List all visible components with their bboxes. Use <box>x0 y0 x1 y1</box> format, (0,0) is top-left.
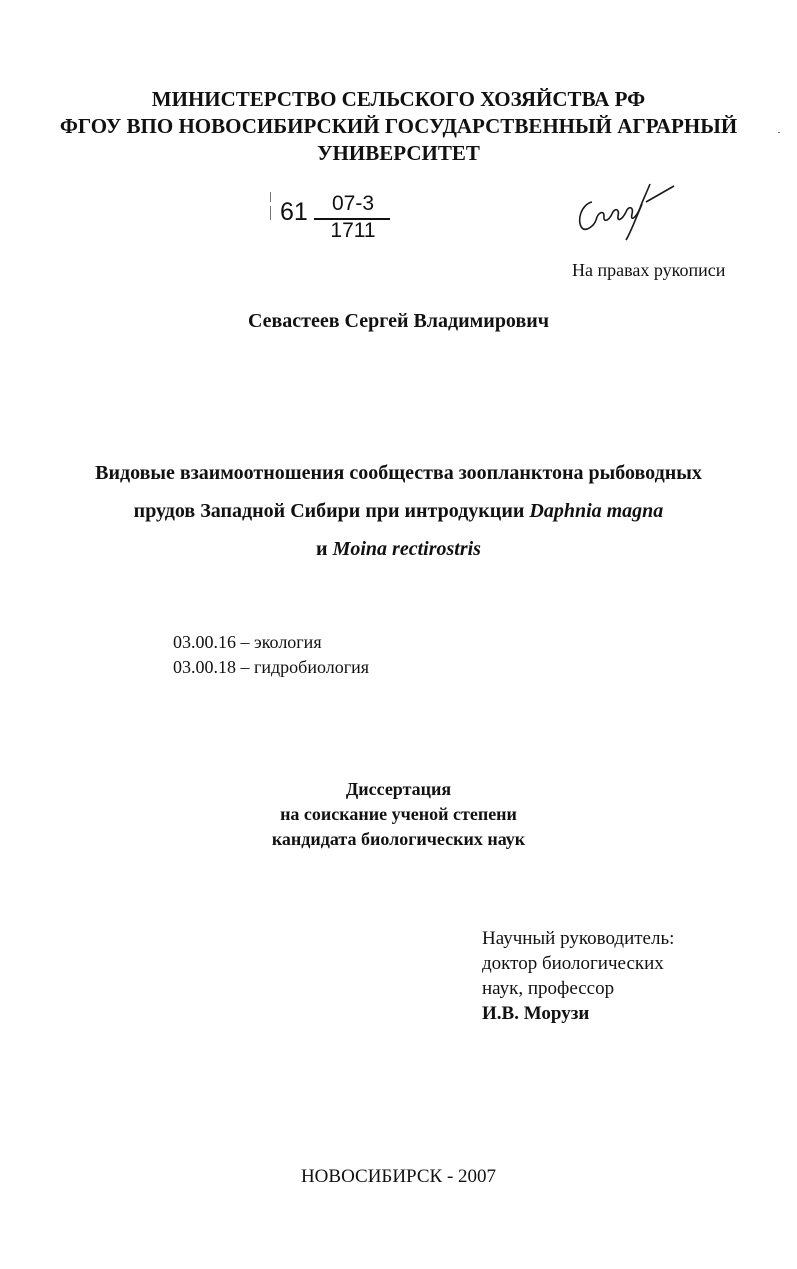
city-year: НОВОСИБИРСК - 2007 <box>300 1166 497 1187</box>
title-line-2 <box>0 492 797 530</box>
advisor-label: Научный руководитель: <box>482 928 675 949</box>
title-line-2-text: прудов Западной Сибири при интродукции <box>133 500 530 522</box>
title-line-1: Видовые взаимоотношения сообщества зоопланктона рыбоводных <box>95 462 702 484</box>
library-code-stamp <box>270 188 400 248</box>
specialty-codes <box>173 630 369 680</box>
scientific-advisor <box>482 926 674 1026</box>
ministry-header <box>0 86 797 167</box>
rights-note: На правах рукописи <box>572 260 726 280</box>
title-line-3 <box>0 530 797 568</box>
code-numerator: 07-3 <box>331 192 375 215</box>
dissertation-title <box>0 454 797 568</box>
code-prefix: 61 <box>280 198 308 226</box>
handwritten-signature <box>570 172 680 247</box>
stamp-tick-mark <box>270 206 271 220</box>
scan-speck <box>778 132 780 133</box>
degree-line-3: кандидата биологических наук <box>271 829 526 849</box>
author-name: Севастеев Сергей Владимирович <box>247 310 550 332</box>
title-line-3-text: и <box>316 538 333 560</box>
advisor-rank: наук, профессор <box>482 978 615 999</box>
degree-statement <box>0 777 797 852</box>
degree-line-1: Диссертация <box>345 779 452 799</box>
advisor-degree: доктор биологических <box>482 953 664 974</box>
specialty-ecology: 03.00.16 – экология <box>173 632 322 652</box>
specialty-hydrobiology: 03.00.18 – гидробиология <box>173 657 370 677</box>
advisor-name: И.В. Морузи <box>482 1003 590 1024</box>
stamp-tick-mark <box>270 192 271 202</box>
species-moina: Moina rectirostris <box>332 538 481 560</box>
species-daphnia: Daphnia magna <box>529 500 664 522</box>
ministry-line-2: ФГОУ ВПО НОВОСИБИРСКИЙ ГОСУДАРСТВЕННЫЙ АГРАРНЫЙ <box>59 114 738 138</box>
degree-line-2: на соискание ученой степени <box>280 804 517 824</box>
ministry-line-3: УНИВЕРСИТЕТ <box>317 141 480 165</box>
code-denominator: 1711 <box>330 219 376 242</box>
ministry-line-1: МИНИСТЕРСТВО СЕЛЬСКОГО ХОЗЯЙСТВА РФ <box>151 87 646 111</box>
